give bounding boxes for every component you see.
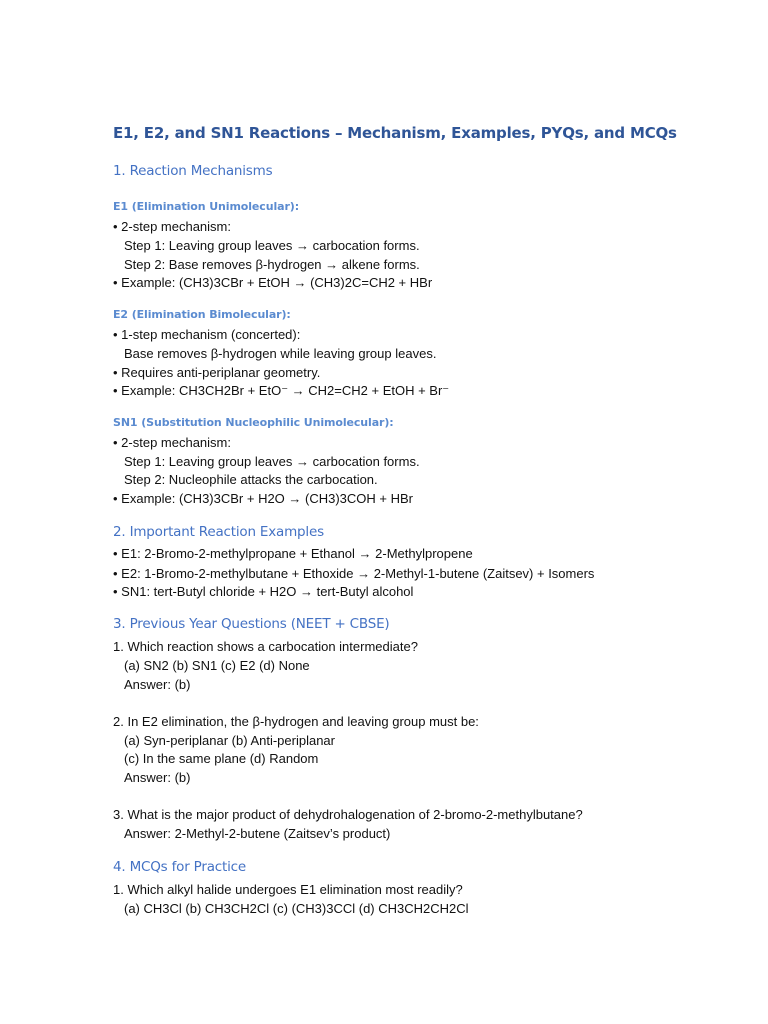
e2-line-2: Base removes β-hydrogen while leaving group leaves. [124,346,437,361]
section-heading-pyqs: 3. Previous Year Questions (NEET + CBSE) [113,616,390,632]
e1-line-3: Step 2: Base removes β-hydrogen → alkene forms. [124,257,420,272]
e2-line-4: • Example: CH3CH2Br + EtO⁻ → CH2=CH2 + EtOH + Br⁻ [113,383,450,398]
pyq-1-options: (a) SN2 (b) SN1 (c) E2 (d) None [124,658,310,673]
pyq-3-question: 3. What is the major product of dehydrohalogenation of 2-bromo-2-methylbutane? [113,807,583,822]
e2-line-1: • 1-step mechanism (concerted): [113,327,301,342]
mcq-1-options: (a) CH3Cl (b) CH3CH2Cl (c) (CH3)3CCl (d) CH3CH2CH2Cl [124,901,469,916]
pyq-3-answer: Answer: 2-Methyl-2-butene (Zaitsev’s product) [124,826,391,841]
e1-line-1: • 2-step mechanism: [113,219,231,234]
pyq-2-options-2: (c) In the same plane (d) Random [124,751,319,766]
subheading-e2: E2 (Elimination Bimolecular): [113,308,291,321]
pyq-2-options-1: (a) Syn-periplanar (b) Anti-periplanar [124,733,335,748]
section-heading-mcqs: 4. MCQs for Practice [113,859,246,875]
sn1-line-1: • 2-step mechanism: [113,435,231,450]
pyq-1-answer: Answer: (b) [124,677,191,692]
pyq-2-question: 2. In E2 elimination, the β-hydrogen and leaving group must be: [113,714,479,729]
example-e2: • E2: 1-Bromo-2-methylbutane + Ethoxide → 2-Methyl-1-butene (Zaitsev) + Isomers [113,566,595,581]
subheading-sn1: SN1 (Substitution Nucleophilic Unimolecular): [113,416,394,429]
section-heading-reaction-examples: 2. Important Reaction Examples [113,524,324,540]
example-sn1: • SN1: tert-Butyl chloride + H2O → tert-Butyl alcohol [113,584,414,599]
document-title: E1, E2, and SN1 Reactions – Mechanism, Examples, PYQs, and MCQs [113,124,677,142]
sn1-line-3: Step 2: Nucleophile attacks the carbocation. [124,472,378,487]
e1-line-2: Step 1: Leaving group leaves → carbocation forms. [124,238,420,253]
e1-line-4: • Example: (CH3)3CBr + EtOH → (CH3)2C=CH2 + HBr [113,275,433,290]
sn1-line-2: Step 1: Leaving group leaves → carbocation forms. [124,454,420,469]
subheading-e1: E1 (Elimination Unimolecular): [113,200,299,213]
example-e1: • E1: 2-Bromo-2-methylpropane + Ethanol → 2-Methylpropene [113,546,473,561]
pyq-1-question: 1. Which reaction shows a carbocation intermediate? [113,639,418,654]
e2-line-3: • Requires anti-periplanar geometry. [113,365,321,380]
pyq-2-answer: Answer: (b) [124,770,191,785]
sn1-line-4: • Example: (CH3)3CBr + H2O → (CH3)3COH + HBr [113,491,414,506]
section-heading-reaction-mechanisms: 1. Reaction Mechanisms [113,163,273,179]
mcq-1-question: 1. Which alkyl halide undergoes E1 elimination most readily? [113,882,463,897]
